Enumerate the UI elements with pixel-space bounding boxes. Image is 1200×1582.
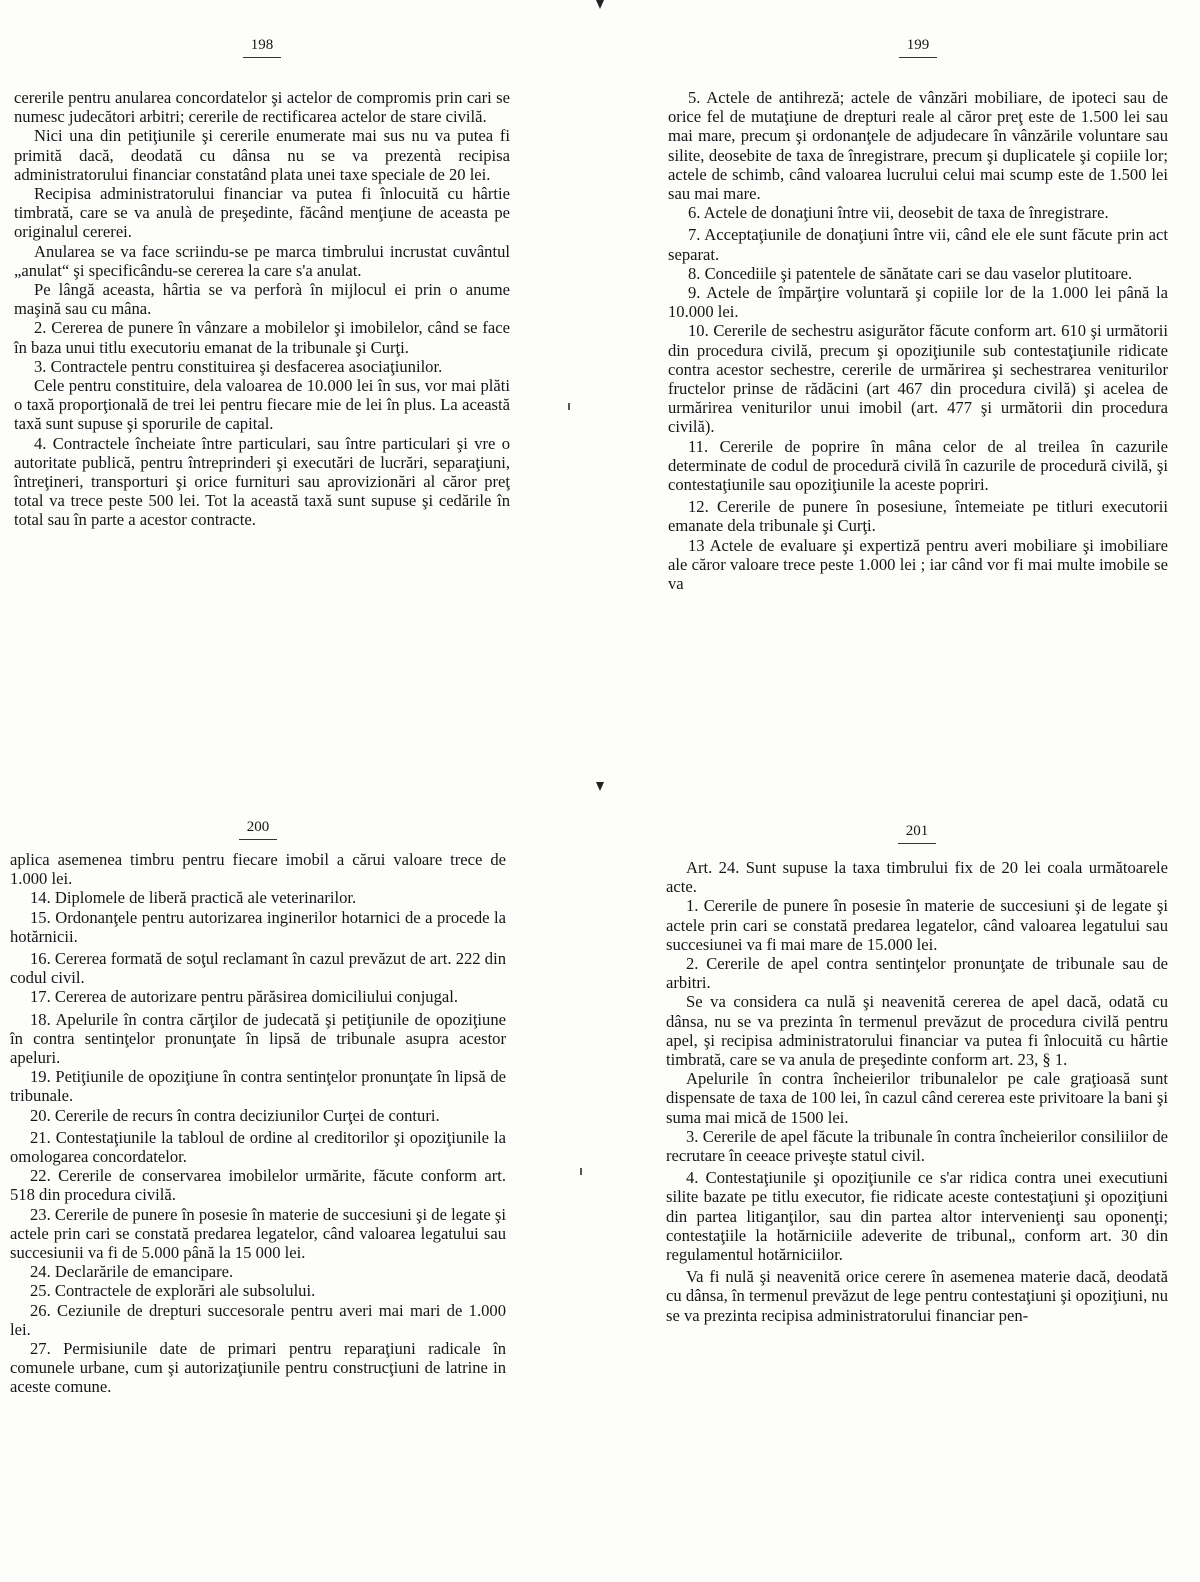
paragraph: 1. Cererile de punere în posesie în materie de succesiuni şi de legate şi actele prin cari se constată predarea legatelor, când valoarea legatului sau succesiunei va fi mai mare de 15.000 lei. — [666, 896, 1168, 954]
paragraph: 2. Cererea de punere în vânzare a mobilelor şi imobilelor, când se face în baza unui titlu executoriu emanat de la tribunale şi Curţi. — [14, 318, 510, 357]
paragraph: 14. Diplomele de liberă practică ale veterinarilor. — [30, 888, 357, 908]
print-speck — [568, 403, 570, 410]
paragraph: 5. Actele de antihreză; actele de vânzări mobiliare, de ipoteci sau de orice fel de mutaţiune de drepturi reale al căror preţ este de 1.500 lei sau mai mare, precum şi ordonanţele de adjudecare în vânzările voluntare sau silite, deosebite de taxa de înregistrare, precum şi duplicatele şi copiile lor; actele de schimb, când valoarea lucrului celui mai scump este de 1.500 lei sau mai mare. — [668, 88, 1168, 204]
paragraph: 20. Cererile de recurs în contra deciziunilor Curţei de conturi. — [30, 1105, 440, 1125]
paragraph: 19. Petiţiunile de opoziţiune în contra sentinţelor pronunţate în lipsă de tribunale. — [10, 1067, 506, 1106]
page-198 — [14, 36, 510, 766]
paragraph: 21. Contestaţiunile la tabloul de ordine al creditorilor şi opoziţiunile la omologarea concordatelor. — [10, 1127, 506, 1167]
paragraph: cererile pentru anularea concordatelor şi actelor de compromis prin cari se numesc judecători arbitri; cererile de rectificarea actelor de stare civilă. — [14, 88, 510, 127]
paragraph: 3. Contractele pentru constituirea şi desfacerea asociaţiunilor. — [34, 356, 443, 376]
paragraph: 18. Apelurile în contra cărţilor de judecată şi petiţiunile de opoziţiune în contra sentinţelor pronunţate în lipsă de tribunale asupra acestor apeluri. — [10, 1009, 506, 1068]
paragraph: 26. Ceziunile de drepturi succesorale pentru averi mai mari de 1.000 lei. — [10, 1300, 506, 1339]
page-number: 199 — [668, 36, 1168, 58]
paragraph: Nici una din petiţiunile şi cererile enumerate mai sus nu va putea fi primită dacă, deodată cu dânsa nu se va prezentà recipisa administratorului financiar constatând plata unei taxe speciale de 20 lei. — [14, 126, 510, 184]
paragraph: 13 Actele de evaluare şi expertiză pentru averi mobiliare şi imobiliare ale căror valoare trece peste 1.000 lei ; iar când vor fi mai multe imobile se va — [668, 535, 1168, 594]
paragraph: Recipisa administratorului financiar va putea fi înlocuită cu hârtie timbrată, care se va anulà de preşedinte, făcând menţiune de aceasta pe originalul cererei. — [14, 184, 510, 242]
page-number: 198 — [14, 36, 510, 58]
paragraph: aplica asemenea timbru pentru fiecare imobil a cărui valoare trece de 1.000 lei. — [10, 850, 506, 889]
paragraph: 23. Cererile de punere în posesie în materie de succesiuni şi de legate şi actele prin cari se constată predarea legatelor, când valoarea legatului sau succesiunii va fi de 5.000 până la 15 000 lei. — [10, 1204, 506, 1263]
paragraph: 9. Actele de împărţire voluntară şi copiile lor de la 1.000 lei până la 10.000 lei. — [668, 283, 1168, 322]
page-number: 200 — [10, 818, 506, 840]
print-speck — [580, 1168, 582, 1175]
paragraph: Va fi nulă şi neavenită orice cerere în asemenea materie dacă, deodată cu dânsa, în termenul prevăzut de lege pentru contestaţiuni şi opoziţiuni, nu se va prezinta recipisa administratorului financiar pen- — [666, 1267, 1168, 1325]
paragraph: 8. Concediile şi patentele de sănătate cari se dau vaselor plutitoare. — [688, 263, 1133, 283]
page-199 — [668, 36, 1168, 766]
binding-mark — [596, 0, 604, 9]
page-201 — [666, 822, 1168, 1578]
paragraph: 4. Contestaţiunile şi opoziţiunile ce s'ar ridica contra unei executiuni silite bazate pe titlu executor, fie ridicate aceste contestaţiuni şi opoziţiuni din partea litiganţilor, sau din partea altor intervenienţi sau oponenţi; contestaţiile la hotărniciile adeverite de tribunal„ conform art. 30 din regulamentul hotărniciilor. — [666, 1168, 1168, 1265]
binding-mark — [596, 782, 604, 791]
paragraph: Art. 24. Sunt supuse la taxa timbrului fix de 20 lei coala următoarele acte. — [666, 858, 1168, 897]
paragraph: 7. Acceptaţiunile de donaţiuni între vii, când ele ele sunt făcute prin act separat. — [668, 225, 1168, 264]
paragraph: Cele pentru constituire, dela valoarea de 10.000 lei în sus, vor mai plăti o taxă proporţională de trei lei pentru fiecare mie de lei în plus. La această taxă sunt supuse şi sporurile de capital. — [14, 376, 510, 434]
paragraph: 17. Cererea de autorizare pentru părăsirea domiciliului conjugal. — [30, 987, 459, 1007]
paragraph: 27. Permisiunile date de primari pentru reparaţiuni radicale în comunele urbane, cum şi autorizaţiunile pentru construcţiuni de latrine in aceste comune. — [10, 1339, 506, 1397]
paragraph: 2. Cererile de apel contra sentinţelor pronunţate de tribunale sau de arbitri. — [666, 954, 1168, 993]
paragraph: Anularea se va face scriindu-se pe marca timbrului incrustat cuvântul „anulat“ şi specificându-se cererea la care s'a anulat. — [14, 241, 510, 280]
page-number: 201 — [666, 822, 1168, 844]
page-200 — [10, 818, 506, 1578]
paragraph: 24. Declarările de emancipare. — [30, 1262, 234, 1282]
paragraph: 16. Cererea formată de soţul reclamant în cazul prevăzut de art. 222 din codul civil. — [10, 949, 506, 988]
paragraph: 11. Cererile de poprire în mâna celor de al treilea în cazurile determinate de codul de procedură civilă în cazurile de procedură civilă, şi contestaţiunile sau opoziţiunile la aceste popriri. — [668, 436, 1168, 495]
paragraph: 15. Ordonanţele pentru autorizarea inginerilor hotarnici de a procede la hotărnicii. — [10, 907, 506, 946]
paragraph: 10. Cererile de sechestru asigurător făcute conform art. 610 şi următorii din procedura civilă, precum şi opoziţiunile sub contestaţiunile ridicate contra acestor sechestre, cererile de urmărirea şi sechestrarea veniturilor fructelor prinse de rădăcini (art 467 din procedura civilă) şi acelea de urmărirea veniturilor unui imobil (art. 477 şi următorii din procedura civilă). — [668, 321, 1168, 437]
paragraph: 25. Contractele de explorări ale subsolului. — [30, 1281, 316, 1301]
paragraph: 3. Cererile de apel făcute la tribunale în contra încheierilor consiliilor de recrutare în ceeace priveşte statul civil. — [666, 1126, 1168, 1166]
paragraph: Apelurile în contra încheierilor tribunalelor pe cale graţioasă sunt dispensate de taxa de 100 lei, în cazul când cererea este privitoare la bani şi suma mai mică de 1500 lei. — [666, 1069, 1168, 1127]
paragraph: 4. Contractele încheiate între particulari, sau între particulari şi vre o autoritate publică, pentru întreprinderi şi executări de lucrări, separaţiuni, întreţineri, transporturi şi orice furnituri sau aprovizionări al căror preţ total va trece peste 500 lei. Tot la această taxă sunt supuse şi cedările în total sau în parte a acestor contracte. — [14, 433, 510, 530]
paragraph: 12. Cererile de punere în posesiune, întemeiate pe titluri executorii emanate dela tribunale şi Curţi. — [668, 497, 1168, 536]
paragraph: 22. Cererile de conservarea imobilelor urmărite, făcute conform art. 518 din procedura civilă. — [10, 1166, 506, 1205]
paragraph: 6. Actele de donaţiuni între vii, deosebit de taxa de înregistrare. — [688, 203, 1109, 223]
paragraph: Se va considera ca nulă şi neavenită cererea de apel dacă, odată cu dânsa, nu se va prezinta în termenul prevăzut de procedura civilă pentru apel, şi recipisa administratorului financiar va putea fi înlocuită cu hârtie timbrată, care se va anula de preşedinte conform art. 23, § 1. — [666, 992, 1168, 1070]
paragraph: Pe lângă aceasta, hârtia se va perforà în mijlocul ei prin o anume maşină sau cu mâna. — [14, 280, 510, 319]
